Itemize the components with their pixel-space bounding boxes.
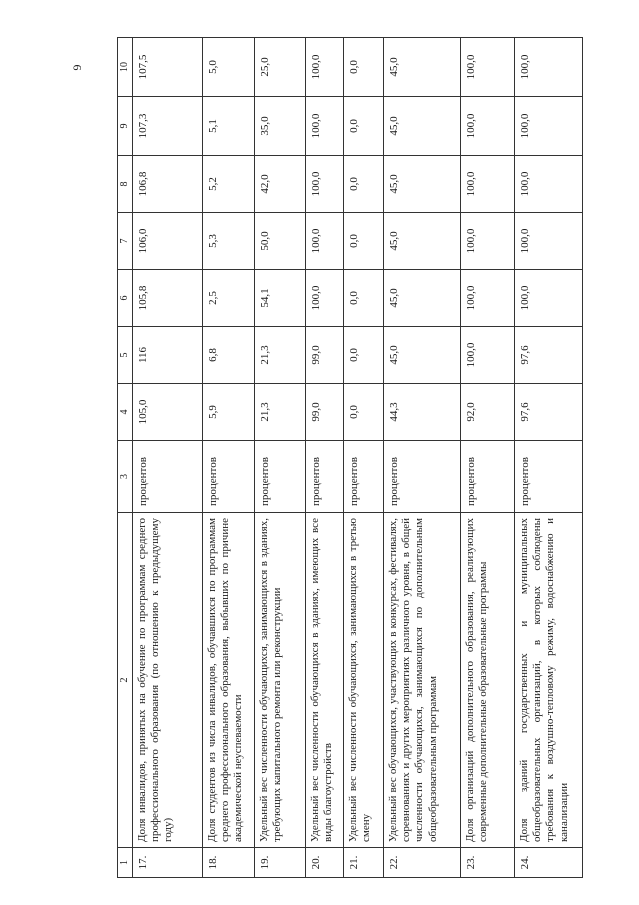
value-cell: 25,0 [255,38,306,97]
value-cell: 0,0 [344,327,384,384]
value-cell: 107,3 [133,97,203,156]
value-cell: 0,0 [344,156,384,213]
indicator-description: Удельный вес численности обучающихся в зданиях, имеющих все виды благоустройств [306,513,344,848]
value-cell: 97,6 [515,384,583,441]
value-cell: 97,6 [515,327,583,384]
table-row [384,38,461,878]
value-cell: 107,5 [133,38,203,97]
value-cell: 54,1 [255,270,306,327]
value-cell: 100,0 [515,270,583,327]
value-cell: 100,0 [515,156,583,213]
value-cell: 92,0 [461,384,515,441]
value-cell: 100,0 [461,270,515,327]
page-number: 6 [70,64,85,71]
value-cell: 45,0 [384,97,461,156]
table-row [133,38,203,878]
value-cell: 45,0 [384,327,461,384]
value-cell: 0,0 [344,270,384,327]
value-cell: 5,0 [203,38,255,97]
value-cell: 5,2 [203,156,255,213]
value-cell: 50,0 [255,213,306,270]
table-row [515,38,583,878]
unit-cell: процентов [255,441,306,513]
value-cell: 100,0 [306,270,344,327]
row-number: 21. [344,848,384,878]
col-header-10: 10 [118,38,133,97]
indicator-description: Удельный вес численности обучающихся, занимающихся в зданиях, требующих капитального ремонта или реконструкции [255,513,306,848]
row-number: 17. [133,848,203,878]
value-cell: 0,0 [344,213,384,270]
unit-cell: процентов [203,441,255,513]
indicator-description: Доля организаций дополнительного образования, реализующих современные дополнительные образовательные программы [461,513,515,848]
value-cell: 21,3 [255,384,306,441]
row-number: 19. [255,848,306,878]
indicator-description: Доля студентов из числа инвалидов, обучавшихся по программам среднего профессионального образования, выбывших по причине академической неуспеваемости [203,513,255,848]
table-row [203,38,255,878]
col-header-2: 2 [118,513,133,848]
value-cell: 5,3 [203,213,255,270]
value-cell: 35,0 [255,97,306,156]
indicator-description: Удельный вес обучающихся, участвующих в конкурсах, фестивалях, соревнованиях и других мероприятиях различного уровня, в общей численности обучающихся, занимающихся по дополнительным общеобразовательным программам [384,513,461,848]
col-header-8: 8 [118,156,133,213]
col-header-5: 5 [118,327,133,384]
value-cell: 21,3 [255,327,306,384]
unit-cell: процентов [384,441,461,513]
table-row [306,38,344,878]
row-number: 18. [203,848,255,878]
row-number: 22. [384,848,461,878]
unit-cell: процентов [133,441,203,513]
col-header-3: 3 [118,441,133,513]
rotated-table-container [117,38,622,878]
value-cell: 105,8 [133,270,203,327]
value-cell: 100,0 [461,97,515,156]
value-cell: 100,0 [306,156,344,213]
value-cell: 100,0 [515,97,583,156]
unit-cell: процентов [515,441,583,513]
col-header-4: 4 [118,384,133,441]
value-cell: 100,0 [306,38,344,97]
value-cell: 106,8 [133,156,203,213]
value-cell: 42,0 [255,156,306,213]
value-cell: 45,0 [384,38,461,97]
row-number: 23. [461,848,515,878]
indicators-table [117,37,583,878]
unit-cell: процентов [306,441,344,513]
table-row [461,38,515,878]
value-cell: 2,5 [203,270,255,327]
col-header-1: 1 [118,848,133,878]
value-cell: 5,9 [203,384,255,441]
value-cell: 45,0 [384,156,461,213]
value-cell: 100,0 [515,213,583,270]
value-cell: 99,0 [306,384,344,441]
col-header-7: 7 [118,213,133,270]
value-cell: 105,0 [133,384,203,441]
value-cell: 100,0 [306,97,344,156]
value-cell: 5,1 [203,97,255,156]
row-number: 24. [515,848,583,878]
indicator-description: Доля инвалидов, принятых на обучение по программам среднего профессионального образования (по отношению к предыдущему году) [133,513,203,848]
table-row [255,38,306,878]
value-cell: 116 [133,327,203,384]
value-cell: 0,0 [344,97,384,156]
col-header-6: 6 [118,270,133,327]
value-cell: 45,0 [384,270,461,327]
value-cell: 100,0 [461,213,515,270]
col-header-9: 9 [118,97,133,156]
table-row [344,38,384,878]
value-cell: 6,8 [203,327,255,384]
unit-cell: процентов [344,441,384,513]
value-cell: 44,3 [384,384,461,441]
value-cell: 106,0 [133,213,203,270]
value-cell: 0,0 [344,38,384,97]
value-cell: 100,0 [461,156,515,213]
row-number: 20. [306,848,344,878]
value-cell: 100,0 [461,38,515,97]
header-row [118,38,133,878]
value-cell: 45,0 [384,213,461,270]
value-cell: 99,0 [306,327,344,384]
indicator-description: Доля зданий государственных и муниципальных общеобразовательных организаций, в которых соблюдены требования к воздушно-тепловому режиму, водоснабжению и канализации [515,513,583,848]
value-cell: 0,0 [344,384,384,441]
value-cell: 100,0 [461,327,515,384]
indicator-description: Удельный вес численности обучающихся, занимающихся в третью смену [344,513,384,848]
value-cell: 100,0 [306,213,344,270]
unit-cell: процентов [461,441,515,513]
value-cell: 100,0 [515,38,583,97]
